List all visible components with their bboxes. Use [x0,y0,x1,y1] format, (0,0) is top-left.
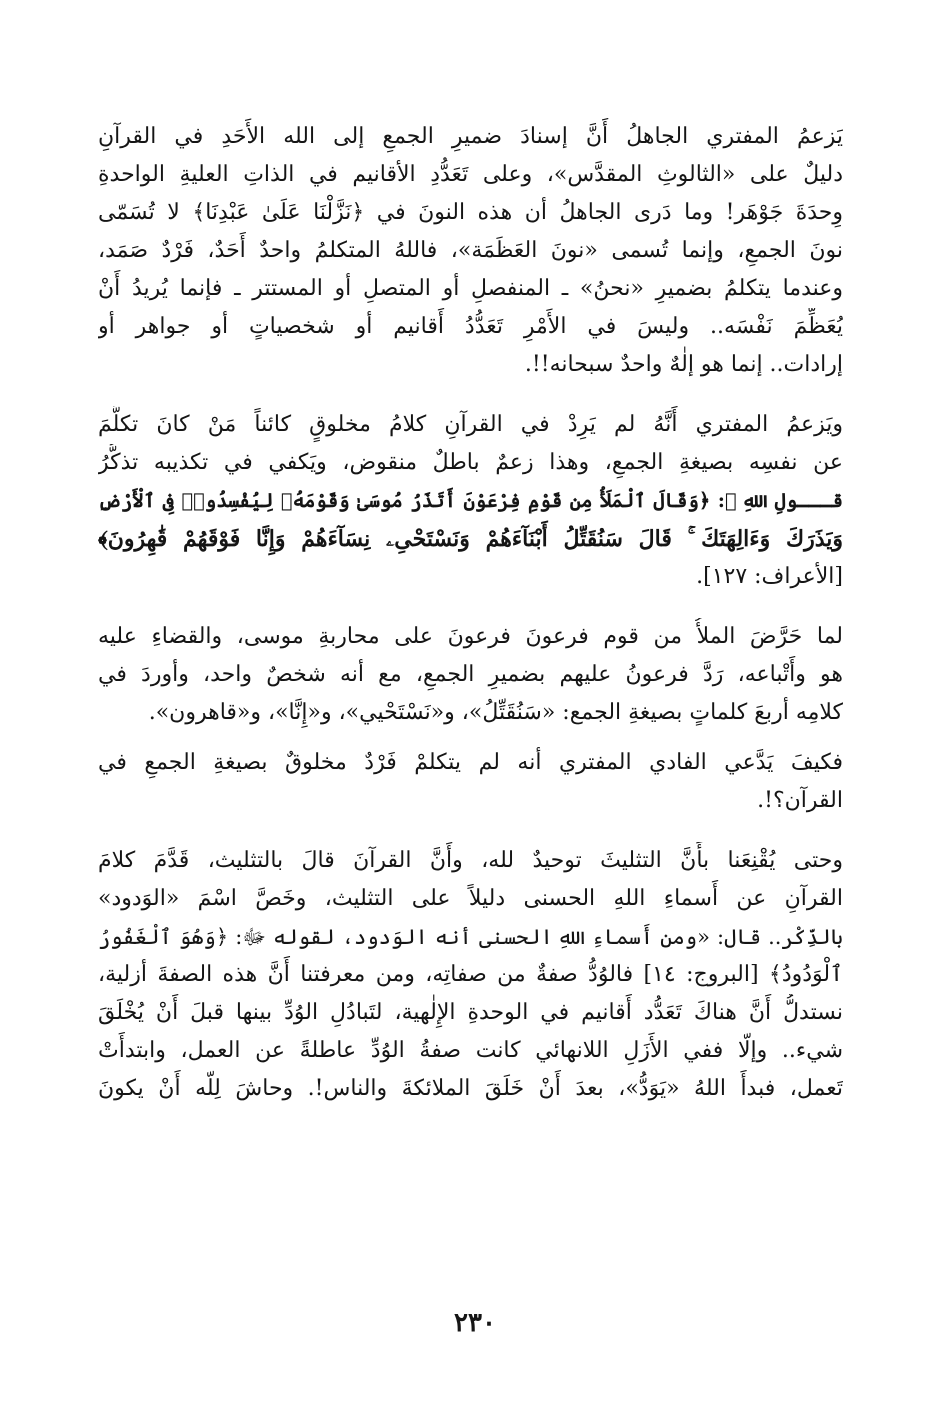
text-line: نونَ الجمعِ، وإنما تُسمى «نونَ العَظَمَة»، فاللهُ المتكلمُ واحدٌ أَحَدٌ، فَرْدٌ صَمَد، [98,238,843,263]
paragraph-1 [98,118,843,384]
text-line: فكيفَ يَدَّعي الفادي المفتري أنه لم يتكلمْ فَرْدٌ مخلوقٌ بصيغةِ الجمعِ في [98,750,843,775]
text-line: ويَزعمُ المفتري أَنَّهُ لم يَرِدْ في القرآنِ كلامُ مخلوقٍ كائناً مَنْ كانَ تكلَّمَ [98,412,843,437]
text-line: هو وأَتْباعه، رَدَّ فرعونُ عليهم بضميرِ الجمعِ، مع أنه شخصٌ واحد، وأوردَ في [98,662,843,687]
text-line: نستدلُّ أَنَّ هناكَ تَعَدُّد أَقانيم في الوحدةِ الإِلٰهية، لتَبادُلِ الوُدِّ بينها قبلَ أَنْ يُخْلَقَ [98,1000,843,1025]
text-line: لما حَرَّضَ الملأُ من قوم فرعونَ فرعونَ على محاربةِ موسى، والقضاءِ عليه [98,624,843,649]
page-number: ٢٣٠ [454,1308,496,1338]
paragraph-5 [98,842,843,1108]
paragraph-gap [98,732,843,744]
paragraph-gap [98,384,843,406]
text-line: عن نفسِه بصيغةِ الجمعِ، وهذا زعمٌ باطلٌ منقوض، ويَكفي في تكذيبه تذكُّرُ [98,450,843,475]
paragraph-4 [98,744,843,820]
text-line: وعندما يتكلمُ بضميرِ «نحنُ» ـ المنفصلِ أو المتصلِ أو المستتر ـ فإنما يُريدُ أَنْ [98,276,843,301]
text-line: يُعَظِّمَ نَفْسَه.. وليسَ في الأَمْرِ تَعَدُّدُ أَقانيم أو شخصياتٍ أو جواهر أو [98,314,843,339]
text-line: إرادات.. إنما هو إلٰهٌ واحدٌ سبحانه!!. [524,352,843,377]
text-line: دليلٌ على «الثالوثِ المقدَّس»، وعلى تَعَدُّدِ الأقانيم في الذاتِ العليةِ الواحدةِ [98,162,843,187]
page-body [98,118,843,1308]
text-line: وحتى يُقْنِعَنا بأَنَّ التثليثَ توحيدٌ لله، وأَنَّ القرآنَ قالَ بالتثليث، قَدَّمَ كلامَ [98,848,843,873]
quran-verse-line: قـــولِ اللهِ ﷻ: ﴿وَقَالَ ٱلْمَلَأُ مِن قَوْمِ فِرْعَوْنَ أَتَذَرُ مُوسَىٰ وَقَوْمَهُۥ لِيُفْسِدُوا۟ فِى ٱلْأَرْضِ [98,489,843,512]
paragraph-2 [98,406,843,596]
text-line: القرآن؟!. [757,788,843,813]
text-line: القرآنِ عن أَسماءِ اللهِ الحسنى دليلاً على التثليث، وخَصَّ اسْمَ «الوَدود» [98,886,843,911]
text-line: تَعمل، فبدأَ اللهُ «يَوَدُّ»، بعدَ أَنْ خَلَقَ الملائكةَ والناس!. وحاشَ لِلّه أَنْ يكونَ [98,1076,843,1101]
text-line: كلامِه أربعَ كلماتٍ بصيغةِ الجمع: «سَنُقَتِّلُ»، و«نَسْتَحْيي»، و«إِنَّا»، و«قاهرون». [148,700,843,725]
text-line: بالذِّكْر.. قال: «ومن أَسماءِ اللهِ الحسنى أنه الوَدود، لقوله ﷻ: ﴿وَهُوَ ٱلْغَفُورُ [98,925,843,949]
text-line: شيء.. وإلّا ففي الأَزَلِ اللانهائي كانت صفةُ الوُدِّ عاطلةً عن العمل، وابتدأَتْ [98,1038,843,1063]
verse-reference: [الأعراف: ١٢٧]. [696,564,843,589]
text-line: ٱلْوَدُودُ﴾ [البروج: ١٤] فالوُدُّ صفةٌ من صفاتِه، ومن معرفتنا أَنَّ هذه الصفةَ أزلية، [98,962,843,987]
paragraph-gap [98,820,843,842]
text-line: وِحدَةَ جَوْهَر! وما دَرى الجاهلُ أن هذه النونَ في ﴿نَزَّلْنَا عَلَىٰ عَبْدِنَا﴾ لا تُسَمّى [98,200,843,225]
text-line: يَزعمُ المفتري الجاهلُ أَنَّ إسنادَ ضميرِ الجمعِ إلى الله الأَحَدِ في القرآنِ [98,124,843,149]
paragraph-3 [98,618,843,732]
quran-verse-line: وَيَذَرَكَ وَءَالِهَتَكَ ۚ قَالَ سَنُقَتِّلُ أَبْنَآءَهُمْ وَنَسْتَحْىِۦ نِسَآءَهُمْ وَإِنَّا فَوْقَهُمْ قَٰهِرُونَ﴾ [98,526,843,552]
paragraph-gap [98,596,843,618]
